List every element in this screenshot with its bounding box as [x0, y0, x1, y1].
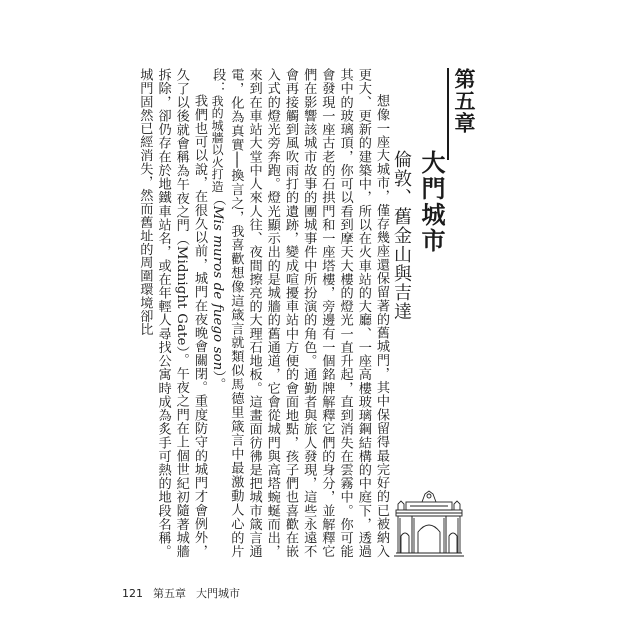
text-segment: （	[210, 192, 226, 206]
text-segment: 想像一座大城市，僅存幾座還保留著的舊城門，其中保留得最完好的已被納入更大、更新的建築中，所以在火車站的大廳、一座高樓玻璃鋼結構的中庭下，透過其中的玻璃頂，你可以看到摩天大樓的燈光一直升起，直到消失在雲霧中。你可能會發現一座古老的石拱門和一座塔樓，旁邊有一個銘牌解釋它們的身分，並解釋它們在影響該城市故事的團城事件中所扮演的角色。通勤者與旅人發現，這些永遠不會再接觸到風吹雨打的遺跡，變成喧擾車站中方便的會面地點，孩子們也喜歡在嵌入式的燈光旁奔跑。燈光顯示出的是城牆的舊通道，它會從城門與高塔蜿蜒而出，來到在車站大堂中人來人往、夜間擦亮的大理石地板。這畫面彷彿是把城市箴言通電，化為真實──換言之，我喜歡想像這箴言就類似馬德里箴言中最激動人心的片段：	[210, 68, 389, 558]
motto-quote: 我的城牆以火打造	[210, 94, 225, 193]
latin-phrase: Mis muros de fuego son	[210, 205, 226, 371]
chapter-number: 第五章	[452, 68, 477, 134]
triumphal-arch-icon	[392, 488, 466, 558]
chapter-rule	[447, 68, 449, 160]
body-paragraph	[208, 68, 390, 558]
text-segment: ）。	[210, 370, 226, 391]
body-paragraph	[135, 68, 208, 558]
chapter-title: 大門城市	[417, 150, 446, 254]
body-text	[120, 68, 390, 558]
page-footer	[122, 585, 240, 601]
text-segment: 我們也可以說，在很久以前，城門在夜晚會關閉。重度防守的城門才會例外，久了以後就會稱為午夜之門（Midnight Gate）。午夜之門在上個世紀初隨著城牆拆除，卻仍存在於地鐵車站名，或在年輕人尋找公寓時成為炙手可熱的地段名稱。城門固然已經消失，然而舊址的周圍環境卻比	[137, 68, 207, 558]
chapter-subtitle: 倫敦、舊金山與吉達	[391, 150, 412, 321]
running-title: 大門城市	[196, 587, 240, 600]
running-chapter: 第五章	[153, 587, 186, 600]
page-number: 121	[122, 587, 143, 600]
